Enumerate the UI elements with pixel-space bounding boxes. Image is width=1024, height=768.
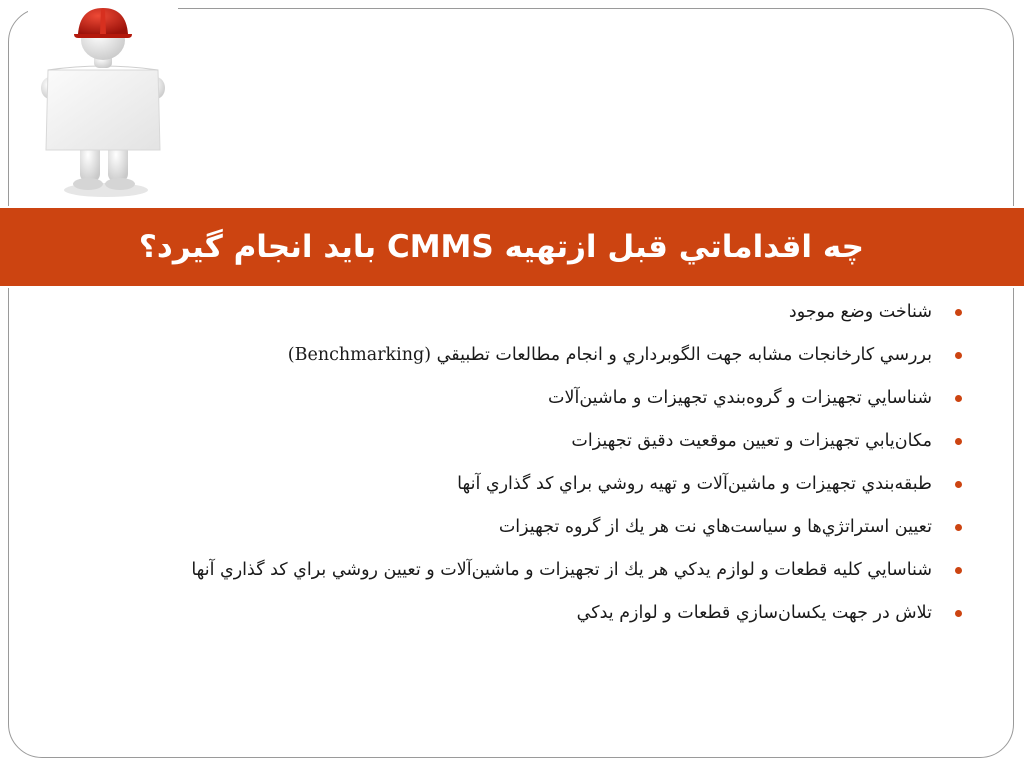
list-item bbox=[62, 597, 962, 640]
slide-title: چه اقداماتي قبل ازتهيه CMMS بايد انجام گيرد؟ bbox=[138, 229, 864, 265]
bullet-text: شناسايي تجهيزات و گروه‌بندي تجهيزات و ماشين‌آلات bbox=[548, 388, 932, 408]
bullet-dot-icon bbox=[955, 481, 962, 488]
bullet-text: بررسي كارخانجات مشابه جهت الگوبرداري و انجام مطالعات تطبيقي bbox=[436, 345, 932, 365]
list-item bbox=[62, 382, 962, 425]
worker-holding-blank-sign-icon bbox=[28, 0, 178, 205]
bullet-dot-icon bbox=[955, 610, 962, 617]
list-item bbox=[62, 511, 962, 554]
title-band bbox=[0, 206, 1024, 288]
bullet-dot-icon bbox=[955, 309, 962, 316]
bullet-text: شناخت وضع موجود bbox=[788, 302, 932, 322]
list-item bbox=[62, 554, 962, 597]
bullet-dot-icon bbox=[955, 395, 962, 402]
bullet-text: تلاش در جهت يكسان‌سازي قطعات و لوازم يدكي bbox=[576, 603, 932, 623]
list-item bbox=[62, 425, 962, 468]
bullet-list bbox=[62, 296, 962, 640]
list-item bbox=[62, 339, 962, 382]
bullet-text: تعيين استراتژي‌ها و سياست‌هاي نت هر يك از گروه تجهيزات bbox=[498, 517, 932, 537]
bullet-dot-icon bbox=[955, 524, 962, 531]
worker-figure bbox=[28, 0, 178, 205]
bullet-dot-icon bbox=[955, 567, 962, 574]
bullet-text: طبقه‌بندي تجهيزات و ماشين‌آلات و تهيه روشي براي كد گذاري آنها bbox=[457, 474, 932, 494]
bullet-latin-term: (Benchmarking) bbox=[287, 345, 432, 365]
bullet-dot-icon bbox=[955, 438, 962, 445]
bullet-dot-icon bbox=[955, 352, 962, 359]
list-item bbox=[62, 296, 962, 339]
list-item bbox=[62, 468, 962, 511]
bullet-text: شناسايي كليه قطعات و لوازم يدكي هر يك از تجهيزات و ماشين‌آلات و تعيين روشي براي كد گذاري آنها bbox=[191, 560, 932, 580]
bullet-text: مكان‌يابي تجهيزات و تعيين موقعيت دقيق تجهيزات bbox=[571, 431, 932, 451]
